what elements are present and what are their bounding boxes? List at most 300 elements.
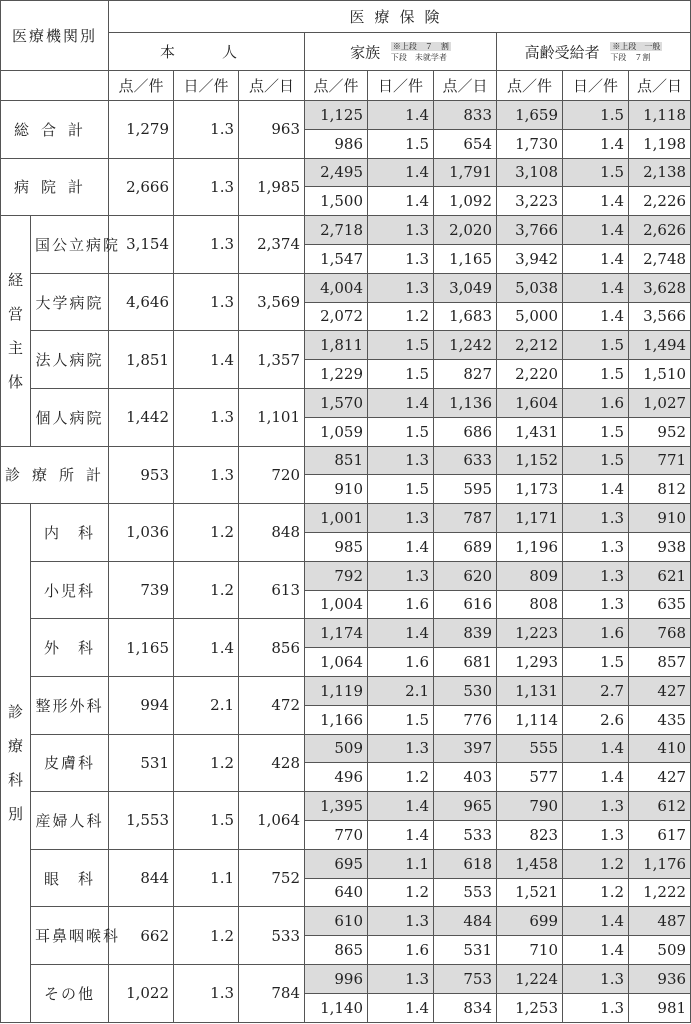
koureisha-cell: 1,293 [497,648,563,677]
kazoku-cell: 2,495 [305,158,368,187]
honnin-cell: 1,442 [109,388,174,446]
honnin-cell: 533 [239,907,305,965]
kazoku-cell: 1.5 [368,331,434,360]
koureisha-cell: 771 [629,446,691,475]
honnin-cell: 1.2 [174,907,239,965]
kazoku-cell: 1.5 [368,705,434,734]
kazoku-cell: 484 [434,907,497,936]
koureisha-cell: 1,176 [629,849,691,878]
koureisha-cell: 1.4 [563,734,629,763]
koureisha-cell: 3,766 [497,216,563,245]
koureisha-cell: 427 [629,763,691,792]
koureisha-cell: 1.4 [563,763,629,792]
group-char: 経 [7,270,23,289]
koureisha-cell: 1.5 [563,331,629,360]
kazoku-note-top: ※上段 ７ 割 [392,41,449,51]
koureisha-cell: 1.4 [563,216,629,245]
kazoku-cell: 533 [434,820,497,849]
kazoku-cell: 1.6 [368,590,434,619]
kazoku-note [391,41,451,63]
unit-kazoku-point-day: 点／日 [434,71,497,101]
koureisha-cell: 410 [629,734,691,763]
honnin-cell: 1.3 [174,158,239,216]
koureisha-cell: 1,659 [497,101,563,130]
honnin-cell: 994 [109,676,174,734]
table-row [1,964,691,993]
kazoku-cell: 686 [434,417,497,446]
koureisha-cell: 5,038 [497,273,563,302]
kazoku-cell: 2,072 [305,302,368,331]
row-label: 病院計 [1,158,109,216]
kazoku-cell: 1.6 [368,936,434,965]
row-label: 個人病院 [31,388,109,446]
kazoku-cell: 770 [305,820,368,849]
kazoku-cell: 1,791 [434,158,497,187]
honnin-label: 本 人 [109,33,305,71]
kazoku-cell: 1.2 [368,763,434,792]
honnin-cell: 1.1 [174,849,239,907]
koureisha-cell: 938 [629,532,691,561]
honnin-cell: 3,154 [109,216,174,274]
honnin-cell: 2,666 [109,158,174,216]
kazoku-cell: 1.5 [368,417,434,446]
kazoku-cell: 531 [434,936,497,965]
koureisha-note-top: ※上段 一般 [612,41,661,51]
group-char: 科 [7,770,23,789]
kazoku-cell: 986 [305,129,368,158]
koureisha-cell: 2,226 [629,187,691,216]
kazoku-cell: 1,092 [434,187,497,216]
group-char: 主 [7,338,23,357]
kazoku-cell: 1.4 [368,158,434,187]
kazoku-cell: 1.4 [368,532,434,561]
kazoku-cell: 1.4 [368,993,434,1022]
koureisha-cell: 2,220 [497,360,563,389]
group-label-shinryouka [1,504,31,1022]
kazoku-cell: 753 [434,964,497,993]
kazoku-cell: 1.2 [368,302,434,331]
koureisha-cell: 2.7 [563,676,629,705]
kazoku-cell: 2,020 [434,216,497,245]
koureisha-cell: 790 [497,792,563,821]
kazoku-cell: 851 [305,446,368,475]
kazoku-cell: 1.3 [368,561,434,590]
group-char: 別 [7,804,23,823]
table-row [1,792,691,821]
koureisha-cell: 2,748 [629,244,691,273]
honnin-cell: 2,374 [239,216,305,274]
koureisha-cell: 1.3 [563,590,629,619]
kazoku-label: 家族 [350,43,381,61]
table-row [1,216,691,245]
row-label: 皮膚科 [31,734,109,792]
koureisha-cell: 1,131 [497,676,563,705]
honnin-cell: 1,036 [109,504,174,562]
row-label: 外 科 [31,619,109,677]
row-label: 診療所計 [1,446,109,504]
unit-hon-point-case: 点／件 [109,71,174,101]
table-row [1,907,691,936]
koureisha-cell: 768 [629,619,691,648]
koureisha-cell: 1.2 [563,849,629,878]
kazoku-cell: 1.4 [368,792,434,821]
row-label: 内 科 [31,504,109,562]
table-row [1,101,691,130]
kazoku-header [305,33,497,71]
honnin-cell: 4,646 [109,273,174,331]
koureisha-cell: 1.5 [563,417,629,446]
koureisha-cell: 1.4 [563,302,629,331]
koureisha-cell: 3,108 [497,158,563,187]
kazoku-cell: 833 [434,101,497,130]
koureisha-cell: 3,223 [497,187,563,216]
kazoku-cell: 689 [434,532,497,561]
kazoku-cell: 616 [434,590,497,619]
koureisha-cell: 1.3 [563,792,629,821]
group-char: 療 [7,736,23,755]
koureisha-cell: 1,521 [497,878,563,907]
table-row [1,446,691,475]
table-row [1,734,691,763]
koureisha-cell: 1.4 [563,129,629,158]
koureisha-cell: 1.4 [563,244,629,273]
koureisha-cell: 1,198 [629,129,691,158]
honnin-cell: 1,064 [239,792,305,850]
koureisha-note [610,41,662,63]
kazoku-cell: 633 [434,446,497,475]
koureisha-cell: 1.3 [563,561,629,590]
honnin-cell: 1.2 [174,561,239,619]
kazoku-cell: 1,059 [305,417,368,446]
kazoku-cell: 1.4 [368,820,434,849]
kazoku-cell: 1,174 [305,619,368,648]
koureisha-cell: 1.3 [563,993,629,1022]
kazoku-cell: 1.3 [368,504,434,533]
kazoku-cell: 1.4 [368,101,434,130]
kazoku-cell: 1,125 [305,101,368,130]
unit-koureisha-point-case: 点／件 [497,71,563,101]
unit-kazoku-point-case: 点／件 [305,71,368,101]
kazoku-cell: 2,718 [305,216,368,245]
koureisha-cell: 1,510 [629,360,691,389]
kazoku-cell: 776 [434,705,497,734]
honnin-cell: 1.3 [174,101,239,159]
kazoku-cell: 4,004 [305,273,368,302]
table-body [1,1,691,1023]
honnin-cell: 1.3 [174,964,239,1022]
koureisha-cell: 812 [629,475,691,504]
kazoku-cell: 1,570 [305,388,368,417]
kazoku-cell: 695 [305,849,368,878]
kazoku-cell: 1.1 [368,849,434,878]
koureisha-cell: 3,942 [497,244,563,273]
honnin-cell: 720 [239,446,305,504]
kazoku-cell: 1,004 [305,590,368,619]
kazoku-cell: 1,119 [305,676,368,705]
honnin-cell: 2.1 [174,676,239,734]
honnin-cell: 1,279 [109,101,174,159]
koureisha-cell: 3,566 [629,302,691,331]
group-char: 営 [7,304,23,323]
kazoku-cell: 1.5 [368,475,434,504]
kazoku-cell: 865 [305,936,368,965]
koureisha-cell: 1.6 [563,388,629,417]
koureisha-cell: 1.3 [563,964,629,993]
kazoku-cell: 610 [305,907,368,936]
kazoku-cell: 1,140 [305,993,368,1022]
kazoku-cell: 403 [434,763,497,792]
honnin-cell: 1.3 [174,273,239,331]
kazoku-cell: 1,229 [305,360,368,389]
honnin-cell: 428 [239,734,305,792]
kazoku-cell: 496 [305,763,368,792]
koureisha-cell: 617 [629,820,691,849]
koureisha-cell: 952 [629,417,691,446]
kazoku-cell: 1.3 [368,964,434,993]
row-label: 総合計 [1,101,109,159]
koureisha-cell: 1.4 [563,907,629,936]
honnin-cell: 953 [109,446,174,504]
kazoku-cell: 1,001 [305,504,368,533]
kazoku-cell: 1.3 [368,907,434,936]
kazoku-cell: 618 [434,849,497,878]
koureisha-header [497,33,691,71]
kazoku-cell: 1,242 [434,331,497,360]
honnin-cell: 1.2 [174,734,239,792]
koureisha-cell: 1.4 [563,936,629,965]
kazoku-cell: 1.4 [368,388,434,417]
kazoku-cell: 1,395 [305,792,368,821]
koureisha-cell: 1.3 [563,504,629,533]
koureisha-cell: 1,114 [497,705,563,734]
honnin-cell: 844 [109,849,174,907]
koureisha-cell: 809 [497,561,563,590]
honnin-cell: 1.2 [174,504,239,562]
honnin-cell: 1.4 [174,331,239,389]
koureisha-cell: 1,494 [629,331,691,360]
header-row-units [1,71,691,101]
header-row-1 [1,1,691,33]
row-label: 眼 科 [31,849,109,907]
honnin-cell: 662 [109,907,174,965]
table-row [1,273,691,302]
table-row [1,676,691,705]
koureisha-cell: 1,222 [629,878,691,907]
koureisha-cell: 1,027 [629,388,691,417]
koureisha-cell: 577 [497,763,563,792]
kazoku-cell: 787 [434,504,497,533]
honnin-cell: 856 [239,619,305,677]
row-label: 産婦人科 [31,792,109,850]
honnin-cell: 1.5 [174,792,239,850]
koureisha-cell: 1.5 [563,648,629,677]
kazoku-cell: 1.5 [368,360,434,389]
koureisha-cell: 2,138 [629,158,691,187]
row-label: 耳鼻咽喉科 [31,907,109,965]
kazoku-cell: 1,064 [305,648,368,677]
kazoku-cell: 1,165 [434,244,497,273]
col-group-label: 医療機関別 [1,1,109,71]
honnin-cell: 739 [109,561,174,619]
honnin-cell: 1.4 [174,619,239,677]
kazoku-cell: 681 [434,648,497,677]
row-label: 国公立病院 [31,216,109,274]
koureisha-cell: 1.5 [563,101,629,130]
koureisha-cell: 936 [629,964,691,993]
kazoku-cell: 910 [305,475,368,504]
units-blank [1,71,109,101]
koureisha-cell: 612 [629,792,691,821]
kazoku-cell: 792 [305,561,368,590]
koureisha-cell: 1,196 [497,532,563,561]
honnin-cell: 1,553 [109,792,174,850]
kazoku-cell: 654 [434,129,497,158]
unit-kazoku-day-case: 日／件 [368,71,434,101]
honnin-cell: 784 [239,964,305,1022]
koureisha-cell: 1,458 [497,849,563,878]
row-label: 法人病院 [31,331,109,389]
group-char: 体 [7,372,23,391]
koureisha-cell: 808 [497,590,563,619]
honnin-cell: 1,101 [239,388,305,446]
honnin-cell: 613 [239,561,305,619]
unit-koureisha-point-day: 点／日 [629,71,691,101]
koureisha-cell: 1.4 [563,187,629,216]
table-row [1,388,691,417]
kazoku-cell: 834 [434,993,497,1022]
koureisha-cell: 1.4 [563,475,629,504]
kazoku-cell: 1,500 [305,187,368,216]
koureisha-cell: 1.3 [563,820,629,849]
koureisha-cell: 1,224 [497,964,563,993]
kazoku-cell: 1.3 [368,446,434,475]
koureisha-cell: 1,118 [629,101,691,130]
honnin-cell: 848 [239,504,305,562]
koureisha-cell: 2,626 [629,216,691,245]
table-row [1,619,691,648]
kazoku-cell: 595 [434,475,497,504]
koureisha-cell: 710 [497,936,563,965]
unit-koureisha-day-case: 日／件 [563,71,629,101]
koureisha-cell: 1.5 [563,158,629,187]
kazoku-cell: 985 [305,532,368,561]
kazoku-cell: 509 [305,734,368,763]
row-label: 大学病院 [31,273,109,331]
kazoku-cell: 1,811 [305,331,368,360]
row-label: 小児科 [31,561,109,619]
insurance-label: 医療保険 [109,1,691,33]
kazoku-cell: 1,547 [305,244,368,273]
koureisha-cell: 857 [629,648,691,677]
kazoku-cell: 640 [305,878,368,907]
koureisha-cell: 427 [629,676,691,705]
koureisha-cell: 699 [497,907,563,936]
honnin-cell: 1,851 [109,331,174,389]
koureisha-cell: 1.5 [563,360,629,389]
honnin-cell: 1,357 [239,331,305,389]
koureisha-cell: 435 [629,705,691,734]
kazoku-cell: 1.3 [368,734,434,763]
kazoku-cell: 3,049 [434,273,497,302]
kazoku-cell: 397 [434,734,497,763]
kazoku-cell: 827 [434,360,497,389]
koureisha-cell: 5,000 [497,302,563,331]
kazoku-cell: 839 [434,619,497,648]
kazoku-cell: 1.3 [368,273,434,302]
koureisha-cell: 1.4 [563,273,629,302]
kazoku-cell: 1.3 [368,244,434,273]
kazoku-cell: 1,136 [434,388,497,417]
koureisha-cell: 1,152 [497,446,563,475]
honnin-cell: 3,569 [239,273,305,331]
group-char: 診 [7,702,23,721]
kazoku-cell: 620 [434,561,497,590]
table-row [1,561,691,590]
row-label: 整形外科 [31,676,109,734]
table-row [1,504,691,533]
koureisha-cell: 1,431 [497,417,563,446]
kazoku-cell: 1.3 [368,216,434,245]
kazoku-cell: 1.4 [368,619,434,648]
honnin-cell: 531 [109,734,174,792]
koureisha-cell: 823 [497,820,563,849]
koureisha-note-bottom: 下段 ７割 [610,52,651,62]
honnin-cell: 1.3 [174,446,239,504]
kazoku-cell: 1.4 [368,187,434,216]
koureisha-cell: 2,212 [497,331,563,360]
koureisha-cell: 1,604 [497,388,563,417]
koureisha-cell: 509 [629,936,691,965]
koureisha-cell: 981 [629,993,691,1022]
koureisha-cell: 1,223 [497,619,563,648]
koureisha-cell: 3,628 [629,273,691,302]
koureisha-cell: 1.2 [563,878,629,907]
honnin-cell: 752 [239,849,305,907]
koureisha-cell: 555 [497,734,563,763]
honnin-cell: 1.3 [174,388,239,446]
koureisha-cell: 1,730 [497,129,563,158]
kazoku-cell: 996 [305,964,368,993]
honnin-cell: 1,985 [239,158,305,216]
koureisha-cell: 1.6 [563,619,629,648]
koureisha-cell: 621 [629,561,691,590]
honnin-cell: 963 [239,101,305,159]
koureisha-cell: 2.6 [563,705,629,734]
kazoku-cell: 1.2 [368,878,434,907]
unit-hon-point-day: 点／日 [239,71,305,101]
honnin-cell: 1,165 [109,619,174,677]
honnin-cell: 472 [239,676,305,734]
koureisha-cell: 1,173 [497,475,563,504]
row-label: その他 [31,964,109,1022]
koureisha-cell: 1,253 [497,993,563,1022]
kazoku-cell: 965 [434,792,497,821]
kazoku-cell: 553 [434,878,497,907]
group-label-keiei [1,216,31,446]
table-row [1,158,691,187]
table-row [1,331,691,360]
kazoku-cell: 1,166 [305,705,368,734]
kazoku-cell: 1.6 [368,648,434,677]
kazoku-cell: 530 [434,676,497,705]
koureisha-cell: 1.3 [563,532,629,561]
unit-hon-day-case: 日／件 [174,71,239,101]
koureisha-cell: 1.5 [563,446,629,475]
koureisha-cell: 487 [629,907,691,936]
kazoku-cell: 1,683 [434,302,497,331]
kazoku-cell: 1.5 [368,129,434,158]
kazoku-note-bottom: 下段 未就学者 [390,52,447,62]
